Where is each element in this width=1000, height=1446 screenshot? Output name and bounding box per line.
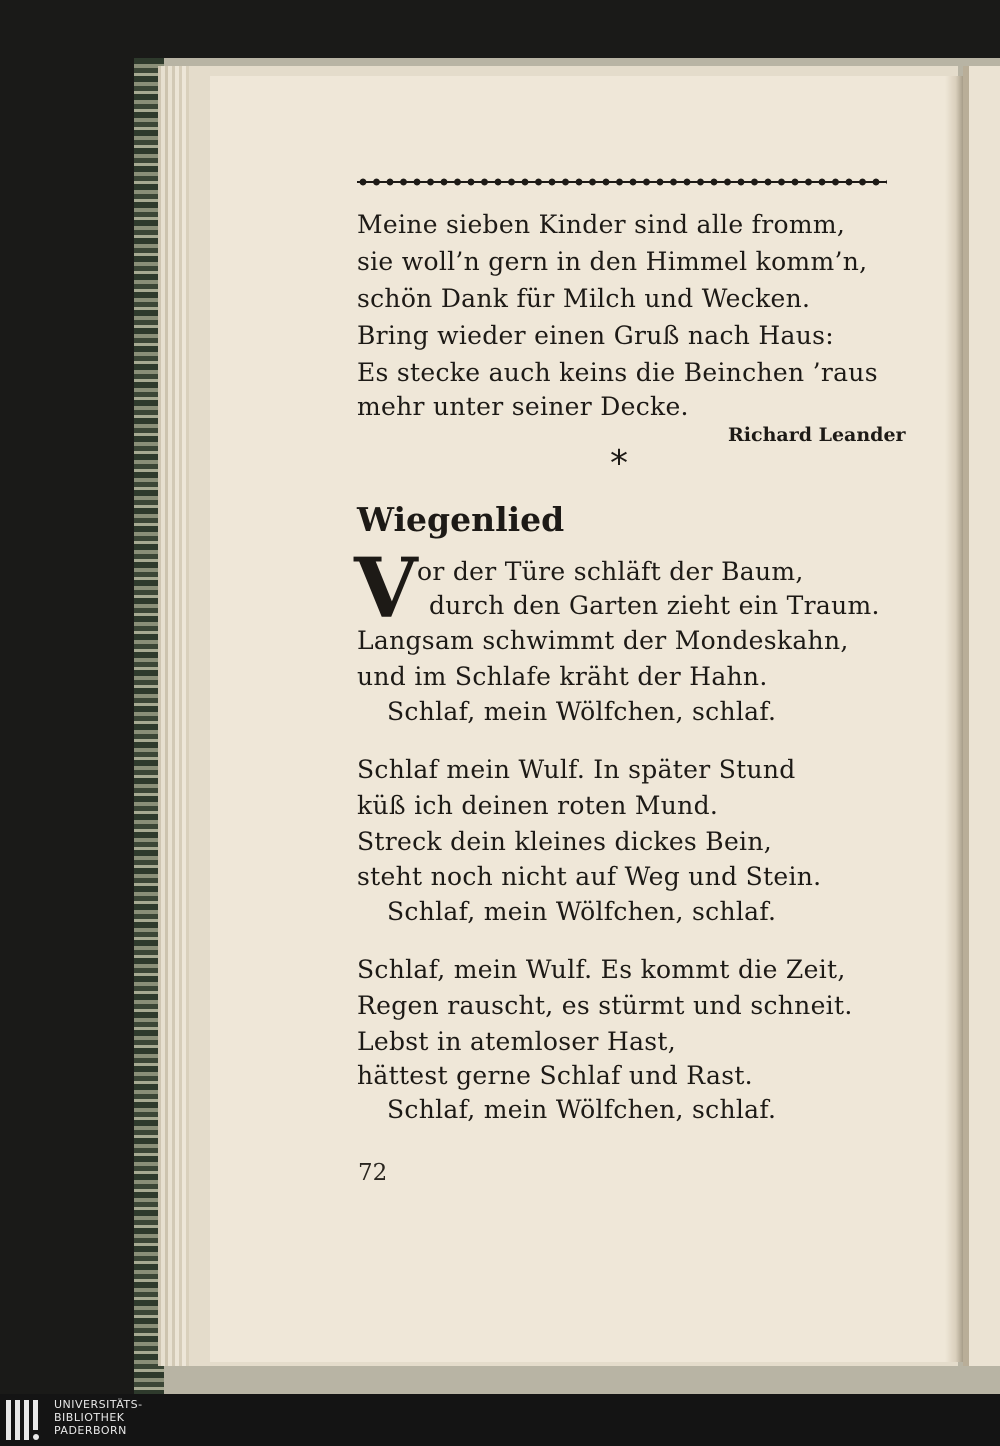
page-number: 72 <box>358 1160 388 1186</box>
poem-line: Lebst in atemloser Hast, <box>357 1027 677 1056</box>
refrain-line: Schlaf, mein Wölfchen, schlaf. <box>387 1095 777 1124</box>
poem-line: or der Türe schläft der Baum, <box>417 557 804 586</box>
library-footer-bar <box>0 1394 1000 1446</box>
poem-line: Streck dein kleines dickes Bein, <box>357 827 772 856</box>
poem-line: steht noch nicht auf Weg und Stein. <box>357 862 822 891</box>
poem-line: sie woll’n gern in den Himmel komm’n, <box>357 247 868 276</box>
separator-asterisk: * <box>610 443 628 484</box>
poem-line: Langsam schwimmt der Mondeskahn, <box>357 626 849 655</box>
poem-line: Schlaf mein Wulf. In später Stund <box>357 755 796 784</box>
library-logo-icon <box>6 1400 46 1440</box>
drop-cap: V <box>354 541 418 637</box>
poem-line: und im Schlafe kräht der Hahn. <box>357 662 768 691</box>
page-gutter <box>945 76 963 1362</box>
facing-page-shadow <box>963 66 969 1366</box>
poem-author: Richard Leander <box>728 424 906 446</box>
refrain-line: Schlaf, mein Wölfchen, schlaf. <box>387 697 777 726</box>
poem-line: Regen rauscht, es stürmt und schneit. <box>357 991 853 1020</box>
poem-title: Wiegenlied <box>357 500 565 539</box>
poem-line: mehr unter seiner Decke. <box>357 392 689 421</box>
poem-line: Schlaf, mein Wulf. Es kommt die Zeit, <box>357 955 846 984</box>
poem-line: Es stecke auch keins die Beinchen ’raus <box>357 358 878 387</box>
library-name <box>54 1398 143 1437</box>
poem-line: hättest gerne Schlaf und Rast. <box>357 1061 753 1090</box>
poem-line: schön Dank für Milch und Wecken. <box>357 284 811 313</box>
library-name-line: UNIVERSITÄTS- <box>54 1398 143 1411</box>
refrain-line: Schlaf, mein Wölfchen, schlaf. <box>387 897 777 926</box>
poem-line: durch den Garten zieht ein Traum. <box>429 591 880 620</box>
library-name-line: BIBLIOTHEK <box>54 1411 125 1424</box>
poem-line: Bring wieder einen Gruß nach Haus: <box>357 321 834 350</box>
poem-line: Meine sieben Kinder sind alle fromm, <box>357 210 846 239</box>
poem-line: küß ich deinen roten Mund. <box>357 791 719 820</box>
ornamental-rule <box>357 176 887 188</box>
library-name-line: PADERBORN <box>54 1424 127 1437</box>
